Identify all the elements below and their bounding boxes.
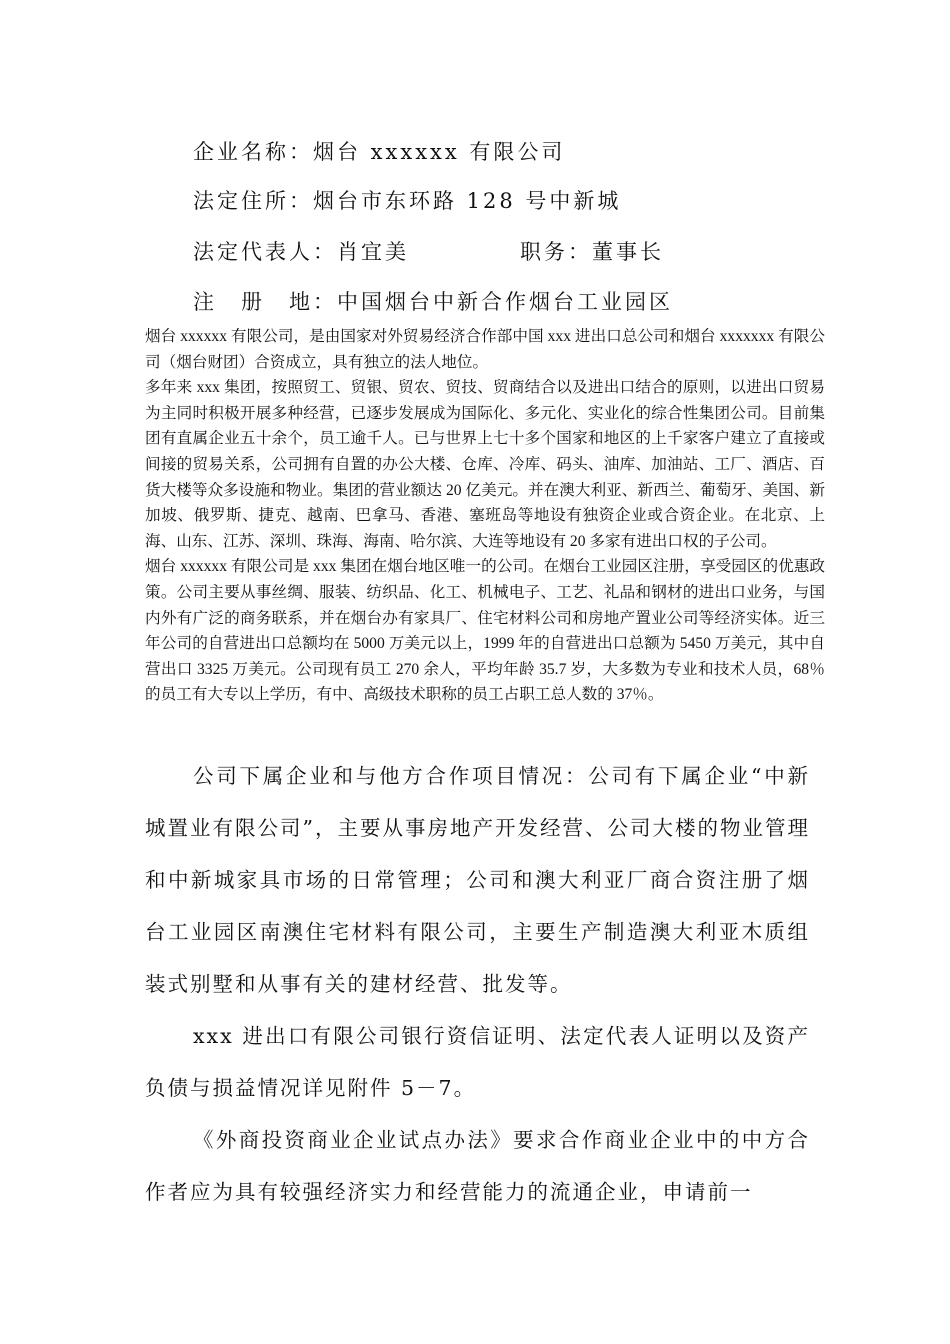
registered-place-value: 中国烟台中新合作烟台工业园区	[337, 290, 673, 314]
company-name-line	[193, 137, 565, 167]
main-body-text	[145, 750, 810, 1218]
intro-paragraph-1: 烟台 xxxxxx 有限公司，是由国家对外贸易经济合作部中国 xxx 进出口总公司和烟台 xxxxxxx 有限公司（烟台财团）合资成立，具有独立的法人地位。	[145, 328, 825, 371]
duty-value: 董事长	[592, 240, 664, 264]
intro-paragraph-2: 多年来 xxx 集团，按照贸工、贸银、贸农、贸技、贸商结合以及进出口结合的原则，以进出口贸易为主同时积极开展多种经营，已逐步发展成为国际化、多元化、实业化的综合性集团公司。目前集团有直属企业五十余个，员工逾千人。已与世界上七十多个国家和地区的上千家客户建立了直接或间接的贸易关系，公司拥有自置的办公大楼、仓库、冷库、码头、油库、加油站、工厂、酒店、百货大楼等众多设施和物业。集团的营业额达 20 亿美元。并在澳大利亚、新西兰、葡萄牙、美国、新加坡、俄罗斯、捷克、越南、巴拿马、香港、塞班岛等地设有独资企业或合资企业。在北京、上海、山东、江苏、深圳、珠海、海南、哈尔滨、大连等地设有 20 多家有进出口权的子公司。	[145, 379, 825, 550]
registered-place-line	[193, 287, 673, 317]
body-paragraph-subsidiaries: 公司下属企业和与他方合作项目情况：公司有下属企业“中新城置业有限公司”，主要从事房地产开发经营、公司大楼的物业管理和中新城家具市场的日常管理；公司和澳大利亚厂商合资注册了烟台工业园区南澳住宅材料有限公司，主要生产制造澳大利亚木质组装式别墅和从事有关的建材经营、批发等。	[145, 764, 810, 996]
legal-representative-label: 法定代表人：	[193, 240, 337, 264]
legal-representative-line	[193, 237, 409, 267]
company-name-value: 烟台 xxxxxx 有限公司	[313, 140, 566, 164]
company-name-label: 企业名称：	[193, 140, 313, 164]
legal-representative-value: 肖宜美	[337, 240, 409, 264]
legal-address-line	[193, 186, 621, 216]
registered-place-label: 注 册 地：	[193, 290, 337, 314]
company-introduction	[145, 324, 825, 708]
legal-address-label: 法定住所：	[193, 189, 313, 213]
legal-address-value: 烟台市东环路 128 号中新城	[313, 189, 622, 213]
intro-paragraph-3: 烟台 xxxxxx 有限公司是 xxx 集团在烟台地区唯一的公司。在烟台工业园区注册，享受园区的优惠政策。公司主要从事丝绸、服装、纺织品、化工、机械电子、工艺、礼品和钢材的进出口业务，与国内外有广泛的商务联系，并在烟台办有家具厂、住宅材料公司和房地产置业公司等经济实体。近三年公司的自营进出口总额均在 5000 万美元以上，1999 年的自营进出口总额为 5450 万美元，其中自营出口 3325 万美元。公司现有员工 270 余人，平均年龄 35.7 岁，大多数为专业和技术人员，68％的员工有大专以上学历，有中、高级技术职称的员工占职工总人数的 37％。	[145, 558, 825, 704]
body-paragraph-attachments: xxx 进出口有限公司银行资信证明、法定代表人证明以及资产负债与损益情况详见附件 5－7。	[145, 1024, 810, 1100]
duty-label: 职务：	[520, 240, 592, 264]
duty-line	[520, 237, 664, 267]
body-paragraph-trial-measures: 《外商投资商业企业试点办法》要求合作商业企业中的中方合作者应为具有较强经济实力和经营能力的流通企业，申请前一	[145, 1128, 810, 1204]
